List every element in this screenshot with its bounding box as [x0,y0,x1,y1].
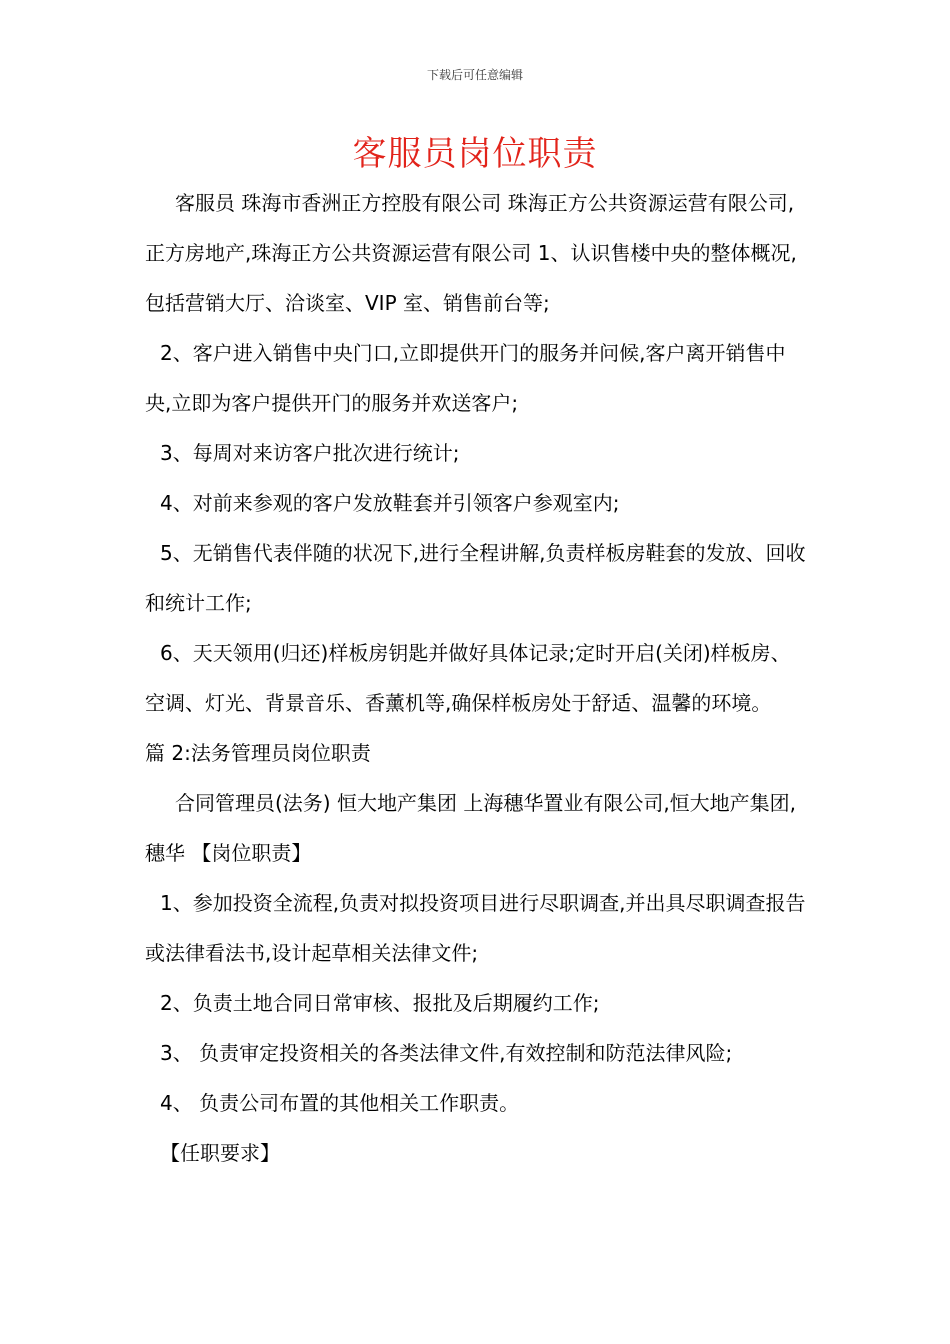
paragraph: 6、天天领用(归还)样板房钥匙并做好具体记录;定时开启(关闭)样板房、空调、灯光、背景音乐、香薰机等,确保样板房处于舒适、温馨的环境。 [145,641,791,715]
paragraph: 4、 负责公司布置的其他相关工作职责。 [160,1091,520,1115]
paragraph: 1、参加投资全流程,负责对拟投资项目进行尽职调查,并出具尽职调查报告或法律看法书,设计起草相关法律文件; [145,891,806,965]
paragraph: 3、每周对来访客户批次进行统计; [160,441,460,465]
paragraph: 2、客户进入销售中央门口,立即提供开门的服务并问候,客户离开销售中央,立即为客户提供开门的服务并欢送客户; [145,341,786,415]
header-note: 下载后可任意编辑 [426,68,523,82]
page-title: 客服员岗位职责 [352,134,598,174]
section-heading: 【任职要求】 [160,1141,280,1165]
paragraph: 5、无销售代表伴随的状况下,进行全程讲解,负责样板房鞋套的发放、回收和统计工作; [145,541,806,615]
document-body [145,178,810,1178]
section-heading: 篇 2:法务管理员岗位职责 [145,741,371,765]
paragraph: 合同管理员(法务) 恒大地产集团 上海穗华置业有限公司,恒大地产集团,穗华 【岗位职责】 [145,791,797,865]
paragraph: 客服员 珠海市香洲正方控股有限公司 珠海正方公共资源运营有限公司,正方房地产,珠海正方公共资源运营有限公司 1、认识售楼中央的整体概况,包括营销大厅、洽谈室、VIP 室、销售前台等; [145,191,797,315]
paragraph: 2、负责土地合同日常审核、报批及后期履约工作; [160,991,600,1015]
paragraph: 3、 负责审定投资相关的各类法律文件,有效控制和防范法律风险; [160,1041,733,1065]
paragraph: 4、对前来参观的客户发放鞋套并引领客户参观室内; [160,491,620,515]
